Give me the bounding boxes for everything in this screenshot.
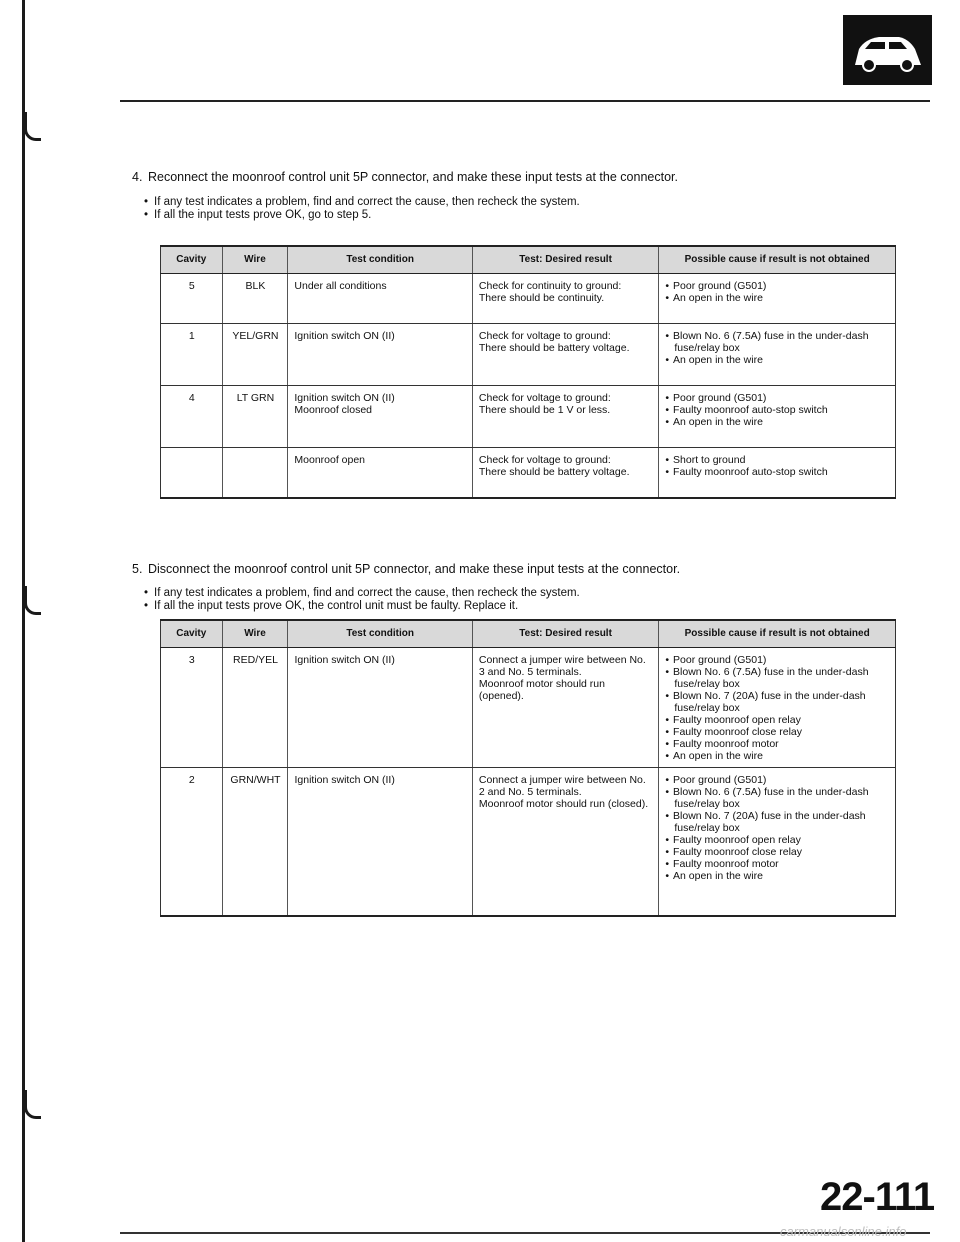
cell-wire xyxy=(222,448,288,498)
table-row xyxy=(161,448,896,498)
table-row xyxy=(161,768,896,916)
header-test-condition: Test condition xyxy=(288,620,472,648)
result-line: 3 and No. 5 terminals. xyxy=(478,666,582,678)
input-test-table-2 xyxy=(160,619,896,917)
header-cavity: Cavity xyxy=(161,246,223,274)
step-4-instruction: 4. Reconnect the moonroof control unit 5P connector, and make these input tests at the connector. xyxy=(132,170,678,184)
cell-desired-result xyxy=(472,448,658,498)
header-desired-result: Test: Desired result xyxy=(472,620,658,648)
binding-line xyxy=(22,0,25,1242)
cell-possible-cause xyxy=(659,386,896,448)
step-5-notes xyxy=(144,587,580,613)
result-line: Connect a jumper wire between No. xyxy=(478,654,646,666)
cause-item: • Poor ground (G501) xyxy=(665,774,890,786)
result-line: Check for voltage to ground: xyxy=(478,392,611,404)
car-body-icon xyxy=(843,15,932,85)
cell-wire: RED/YEL xyxy=(222,648,288,768)
step-4-notes xyxy=(144,196,580,222)
result-line: Connect a jumper wire between No. xyxy=(478,774,646,786)
cell-wire: YEL/GRN xyxy=(222,324,288,386)
condition-line: Under all conditions xyxy=(294,280,387,292)
note-item: • If all the input tests prove OK, go to step 5. xyxy=(144,209,580,222)
header-rule xyxy=(120,100,930,102)
cause-item: • Faulty moonroof motor xyxy=(665,738,890,750)
cell-cavity: 5 xyxy=(161,274,223,324)
cause-item: • An open in the wire xyxy=(665,416,890,428)
cell-possible-cause xyxy=(659,448,896,498)
note-item: • If all the input tests prove OK, the control unit must be faulty. Replace it. xyxy=(144,600,580,613)
cell-possible-cause xyxy=(659,274,896,324)
cell-desired-result xyxy=(472,386,658,448)
header-possible-cause: Possible cause if result is not obtained xyxy=(659,246,896,274)
condition-line: Ignition switch ON (II) xyxy=(294,774,395,786)
cause-item: • An open in the wire xyxy=(665,292,890,304)
cause-item: • An open in the wire xyxy=(665,870,890,882)
header-desired-result: Test: Desired result xyxy=(472,246,658,274)
header-possible-cause: Possible cause if result is not obtained xyxy=(659,620,896,648)
cell-desired-result xyxy=(472,648,658,768)
result-line: Check for continuity to ground: xyxy=(478,280,622,292)
table-header-row xyxy=(161,620,896,648)
cause-item: • An open in the wire xyxy=(665,354,890,366)
table-row xyxy=(161,324,896,386)
cause-item: • Faulty moonroof close relay xyxy=(665,846,890,858)
cell-cavity xyxy=(161,448,223,498)
watermark: carmanualsonline.info xyxy=(780,1224,907,1239)
cell-desired-result xyxy=(472,274,658,324)
cause-item: • Blown No. 6 (7.5A) fuse in the under-dash fuse/relay box xyxy=(665,666,890,690)
cell-cavity: 2 xyxy=(161,768,223,916)
cell-desired-result xyxy=(472,324,658,386)
table-row xyxy=(161,648,896,768)
result-line: Moonroof motor should run (closed). xyxy=(478,798,649,810)
header-wire: Wire xyxy=(222,246,288,274)
page-number: 22-111 xyxy=(820,1175,935,1219)
cell-cavity: 1 xyxy=(161,324,223,386)
binding-mark xyxy=(24,586,41,615)
step-5-instruction: 5. Disconnect the moonroof control unit 5P connector, and make these input tests at the connector. xyxy=(132,562,681,576)
cause-item: • Short to ground xyxy=(665,454,890,466)
cause-item: • Faulty moonroof open relay xyxy=(665,714,890,726)
condition-line: Ignition switch ON (II) xyxy=(294,392,395,404)
table-row xyxy=(161,274,896,324)
cause-item: • Faulty moonroof close relay xyxy=(665,726,890,738)
result-line: (opened). xyxy=(478,690,524,702)
cell-test-condition xyxy=(288,768,472,916)
result-line: Check for voltage to ground: xyxy=(478,454,611,466)
cell-possible-cause xyxy=(659,768,896,916)
cell-wire: GRN/WHT xyxy=(222,768,288,916)
condition-line: Ignition switch ON (II) xyxy=(294,654,395,666)
binding-mark xyxy=(24,1090,41,1119)
header-cavity: Cavity xyxy=(161,620,223,648)
cause-item: • Blown No. 6 (7.5A) fuse in the under-dash fuse/relay box xyxy=(665,330,890,354)
cause-item: • Poor ground (G501) xyxy=(665,392,890,404)
condition-line: Moonroof closed xyxy=(294,404,373,416)
cause-item: • Poor ground (G501) xyxy=(665,654,890,666)
cause-item: • Faulty moonroof motor xyxy=(665,858,890,870)
cell-wire: LT GRN xyxy=(222,386,288,448)
table-row xyxy=(161,386,896,448)
cause-item: • Faulty moonroof auto-stop switch xyxy=(665,404,890,416)
binding-mark xyxy=(24,112,41,141)
note-item: • If any test indicates a problem, find and correct the cause, then recheck the system. xyxy=(144,196,580,209)
cell-desired-result xyxy=(472,768,658,916)
cell-test-condition xyxy=(288,386,473,448)
result-line: There should be continuity. xyxy=(478,292,605,304)
header-test-condition: Test condition xyxy=(288,246,473,274)
table-header-row xyxy=(161,246,896,274)
cause-item: • Faulty moonroof auto-stop switch xyxy=(665,466,890,478)
condition-line: Moonroof open xyxy=(294,454,366,466)
header-wire: Wire xyxy=(222,620,288,648)
result-line: There should be battery voltage. xyxy=(478,466,630,478)
cell-wire: BLK xyxy=(222,274,288,324)
cell-cavity: 4 xyxy=(161,386,223,448)
cause-item: • Blown No. 7 (20A) fuse in the under-dash fuse/relay box xyxy=(665,690,890,714)
cell-test-condition xyxy=(288,324,473,386)
cause-item: • Blown No. 6 (7.5A) fuse in the under-dash fuse/relay box xyxy=(665,786,890,810)
condition-line: Ignition switch ON (II) xyxy=(294,330,395,342)
result-line: There should be 1 V or less. xyxy=(478,404,611,416)
cell-test-condition xyxy=(288,648,472,768)
cause-item: • Poor ground (G501) xyxy=(665,280,890,292)
result-line: Check for voltage to ground: xyxy=(478,330,611,342)
cause-item: • Faulty moonroof open relay xyxy=(665,834,890,846)
cell-test-condition xyxy=(288,274,473,324)
result-line: There should be battery voltage. xyxy=(478,342,630,354)
cause-item: • Blown No. 7 (20A) fuse in the under-dash fuse/relay box xyxy=(665,810,890,834)
cell-test-condition xyxy=(288,448,473,498)
cause-item: • An open in the wire xyxy=(665,750,890,762)
cell-possible-cause xyxy=(659,324,896,386)
input-test-table-1 xyxy=(160,245,896,499)
cell-possible-cause xyxy=(659,648,896,768)
result-line: Moonroof motor should run xyxy=(478,678,605,690)
cell-cavity: 3 xyxy=(161,648,223,768)
result-line: 2 and No. 5 terminals. xyxy=(478,786,582,798)
note-item: • If any test indicates a problem, find and correct the cause, then recheck the system. xyxy=(144,587,580,600)
